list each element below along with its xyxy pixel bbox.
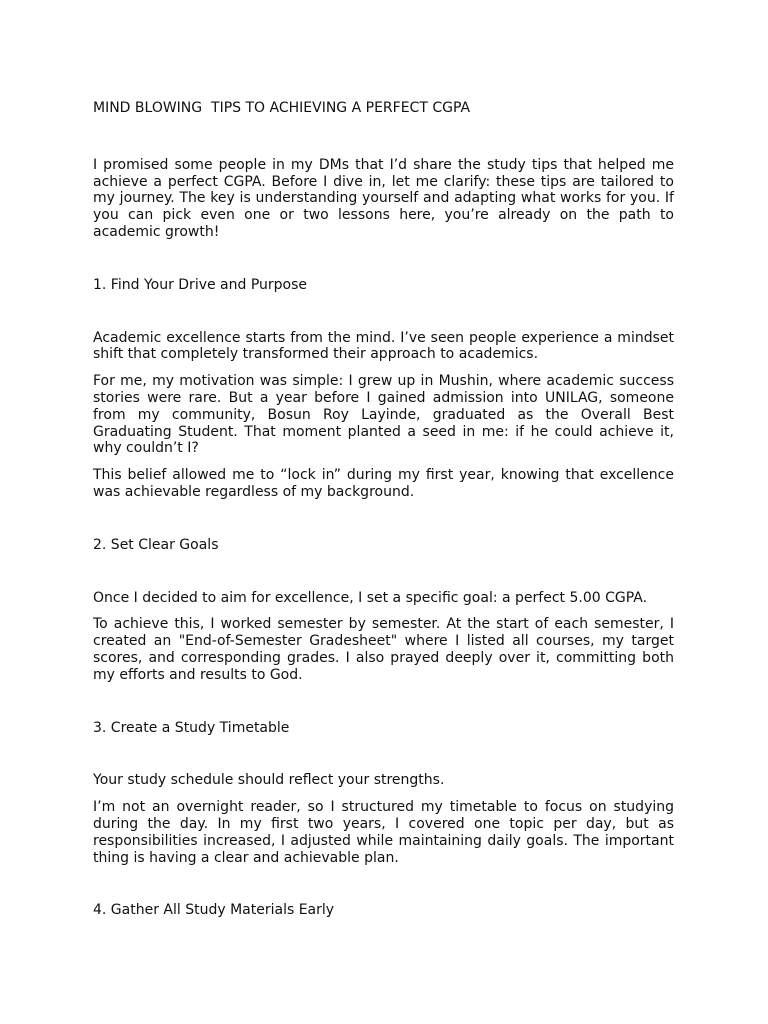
document-title: MIND BLOWING TIPS TO ACHIEVING A PERFECT CGPA <box>93 100 471 116</box>
document-page <box>93 100 674 955</box>
section-heading-4: 4. Gather All Study Materials Early <box>93 902 335 919</box>
section-3-paragraph-1: Your study schedule should reflect your strengths. <box>93 772 445 789</box>
section-2-paragraph-2: To achieve this, I worked semester by semester. At the start of each semester, I created an "End-of-Semester Gradesheet" where I listed all courses, my target scores, and corresponding grades. I also prayed deeply over it, committing both my efforts and results to God. <box>93 616 674 683</box>
section-3-paragraph-2: I’m not an overnight reader, so I structured my timetable to focus on studying during the day. In my first two years, I covered one topic per day, but as responsibilities increased, I adjusted while maintaining daily goals. The important thing is having a clear and achievable plan. <box>93 799 674 866</box>
section-1-paragraph-1: Academic excellence starts from the mind. I’ve seen people experience a mindset shift that completely transformed their approach to academics. <box>93 329 674 363</box>
section-heading-2: 2. Set Clear Goals <box>93 536 219 553</box>
section-heading-1: 1. Find Your Drive and Purpose <box>93 276 308 293</box>
section-heading-3: 3. Create a Study Timetable <box>93 719 290 736</box>
section-2-paragraph-1: Once I decided to aim for excellence, I set a specific goal: a perfect 5.00 CGPA. <box>93 589 648 606</box>
section-1-paragraph-2: For me, my motivation was simple: I grew up in Mushin, where academic success stories were rare. But a year before I gained admission into UNILAG, someone from my community, Bosun Roy Layinde, graduated as the Overall Best Graduating Student. That moment planted a seed in me: if he could achieve it, why couldn’t I? <box>93 373 674 457</box>
intro-paragraph: I promised some people in my DMs that I’d share the study tips that helped me achieve a perfect CGPA. Before I dive in, let me clarify: these tips are tailored to my journey. The key is understanding yourself and adapting what works for you. If you can pick even one or two lessons here, you’re already on the path to academic growth! <box>93 156 674 240</box>
section-1-paragraph-3: This belief allowed me to “lock in” during my first year, knowing that excellence was achievable regardless of my background. <box>93 467 674 500</box>
